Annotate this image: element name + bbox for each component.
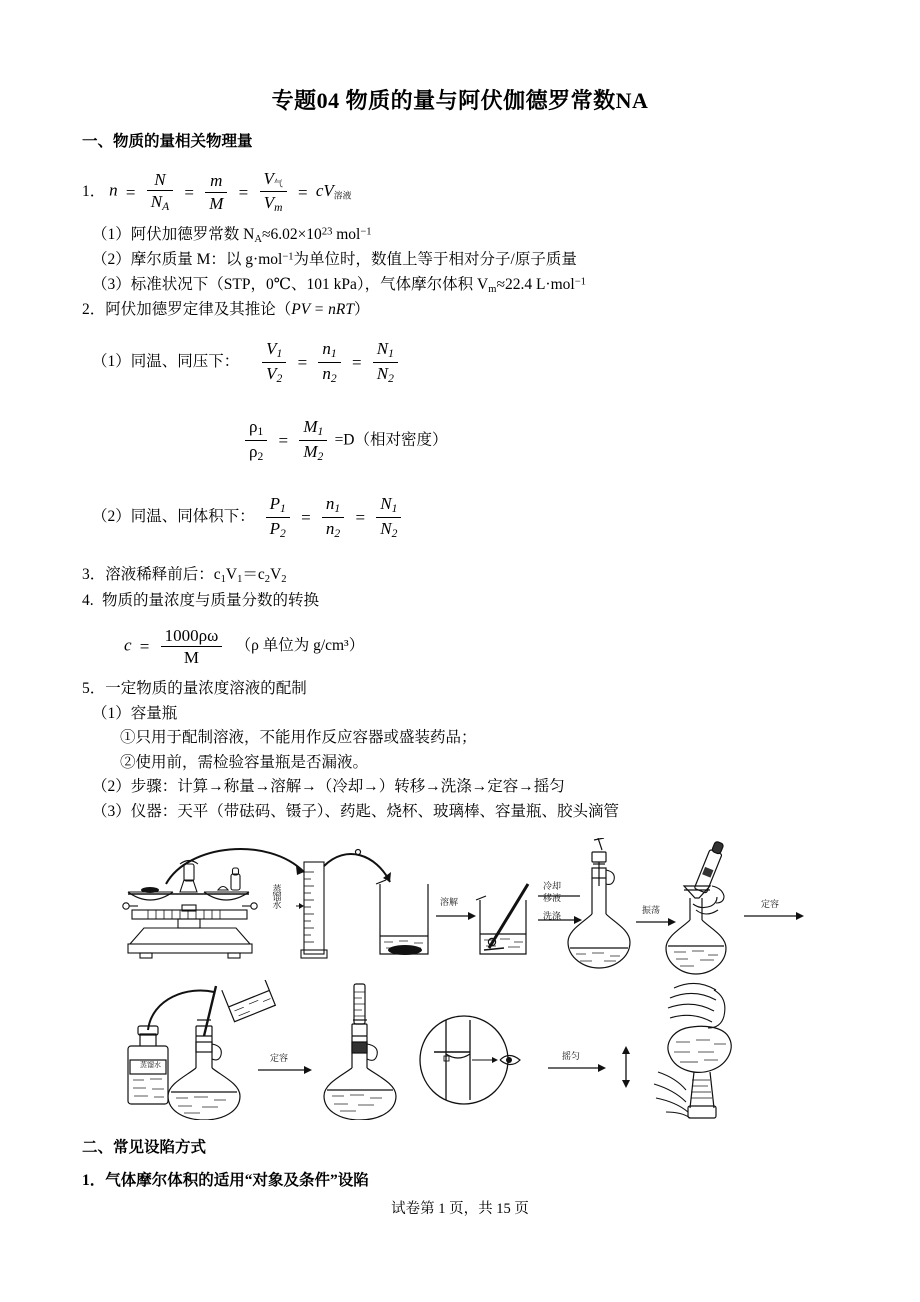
equals-sign: =: [297, 353, 308, 373]
figure-row-2: [118, 980, 838, 1120]
equals-sign: =: [301, 508, 311, 528]
item-3-prefix: 溶液稀释前后：c: [105, 566, 221, 584]
variable-c: c: [257, 566, 265, 584]
fraction-numerator: $N_1$: [376, 339, 394, 361]
item-2-sub-2-label: （2）同温、同体积下：: [92, 508, 255, 526]
fraction-numerator: $n_1$: [325, 493, 341, 516]
fraction-numerator: 1000ρω: [164, 625, 219, 645]
item-2-sub-1b: [82, 417, 838, 464]
item-2: [82, 298, 838, 323]
fraction-numerator: $V_1$: [266, 339, 283, 361]
variable-V: V: [225, 566, 238, 584]
sub-item-3-prefix: （3）标准状况下（STP，0℃、101 kPa），气体摩尔体积 V: [92, 275, 489, 293]
item-2-number: 2．: [82, 301, 106, 319]
item-5-number: 5．: [82, 679, 106, 697]
item-5-sub-1b: ②使用前，需检验容量瓶是否漏液。: [120, 753, 369, 771]
section-2-heading: 二、常见设陷方式: [82, 1139, 207, 1157]
unit-exponent: −1: [574, 276, 586, 288]
item-1-number: 1．: [82, 182, 106, 200]
figure-label-wash: 洗涤: [543, 911, 562, 922]
item-2-sub-1: [82, 339, 838, 386]
fraction-denominator: M: [161, 646, 223, 667]
fraction-numerator: $V_气$: [263, 169, 283, 189]
fraction-denominator: $V_m$: [260, 191, 287, 215]
formula-relative-density: [242, 417, 448, 464]
item-2-close-paren: ）: [354, 301, 370, 319]
section-2-item-1: 1．气体摩尔体积的适用“对象及条件”设陷: [82, 1172, 369, 1190]
sub-item-3-mid: ≈22.4 L·mol: [496, 275, 575, 293]
subscript-1: 1: [237, 574, 243, 586]
relative-density-note: =D（相对密度）: [334, 431, 448, 449]
formula-concentration-conversion: [124, 626, 364, 667]
subscript-2: 2: [264, 574, 271, 586]
equals-sign-4: =: [297, 182, 308, 202]
figure-row-1: [118, 838, 838, 978]
fraction-numerator: N: [154, 169, 166, 189]
item-4-text: 物质的量浓度与质量分数的转换: [102, 592, 320, 610]
figure-row-2-drawing: [118, 980, 818, 1120]
formula-lhs: c: [124, 635, 132, 655]
formula-item-1: [82, 169, 838, 215]
item-4-formula-row: [82, 626, 838, 667]
formula-equal-temp-volume: [263, 494, 405, 541]
unit-exponent: −1: [360, 226, 372, 238]
sub-item-2: [82, 248, 838, 272]
fraction-numerator: $M_1$: [303, 416, 324, 438]
equals-sign: =: [355, 508, 366, 528]
fraction-denominator: $n_2$: [322, 517, 344, 541]
fraction-P1-over-P2: [266, 494, 290, 541]
item-5-sub-3: （3）仪器：天平（带砝码、镊子）、药匙、烧杯、玻璃棒、容量瓶、胶头滴管: [92, 802, 620, 820]
sub-item-2-suffix: 为单位时，数值上等于相对分子/原子质量: [293, 251, 577, 269]
figure-label-distilled-water: 蒸馏水: [271, 884, 282, 909]
fraction-numerator: $n_1$: [322, 339, 337, 361]
equals-sign: =: [139, 636, 150, 656]
item-3: [82, 563, 838, 589]
equals-sign-2: =: [184, 182, 194, 202]
equals-sign: ＝: [242, 566, 258, 584]
subscript-m: m: [488, 283, 497, 295]
fraction-N1-over-N2: [373, 339, 398, 386]
fraction-1000rhoomega-over-M: [161, 626, 223, 667]
figure-row-1-drawing: [118, 838, 818, 978]
fraction-N1-over-N2: [376, 494, 401, 541]
item-2-sub-1-label: （1）同温、同压下：: [92, 353, 240, 371]
item-5-sub-1: （1）容量瓶: [92, 704, 178, 722]
fraction-N-over-NA: [147, 170, 173, 214]
figure-label-distilled-water-bottle: 蒸馏水: [140, 1062, 161, 1070]
item-5: [82, 677, 838, 702]
item-4: [82, 589, 838, 614]
exponent-23: 23: [321, 226, 333, 238]
subscript-A: A: [254, 233, 262, 245]
fraction-rho1-over-rho2: [245, 417, 267, 464]
figure-label-cool: 冷却: [543, 881, 562, 892]
equals-sign: =: [351, 353, 362, 373]
page-footer: 试卷第 1 页，共 15 页: [391, 1201, 529, 1217]
item-5-text: 一定物质的量浓度溶液的配制: [105, 679, 307, 697]
formula-rhs: $cV_{溶液}$: [315, 180, 352, 201]
item-2-text: 阿伏加德罗定律及其推论（: [105, 301, 292, 319]
subscript-2: 2: [281, 574, 287, 586]
fraction-denominator: $n_2$: [318, 362, 340, 386]
figure-label-shake: 振荡: [642, 905, 661, 916]
figure-label-mix-evenly: 摇匀: [562, 1051, 581, 1062]
fraction-denominator: $N_2$: [373, 362, 398, 386]
experiment-procedure-figure: [82, 838, 838, 1120]
item-2-sub-2: [82, 494, 838, 541]
fraction-V1-over-V2: [262, 339, 286, 386]
fraction-denominator: M: [205, 192, 227, 213]
fraction-denominator: $M_2$: [299, 440, 327, 464]
formula-n-definition: [109, 169, 351, 215]
fraction-denominator: $\rho_2$: [245, 440, 267, 464]
fraction-denominator: $P_2$: [266, 517, 290, 541]
fraction-m-over-M: [205, 171, 227, 212]
document-body: [82, 130, 838, 1203]
item-4-number: 4.: [82, 592, 94, 610]
equals-sign-3: =: [238, 182, 249, 202]
fraction-numerator: $N_1$: [380, 493, 398, 516]
density-unit-note: （ρ 单位为 g/cm³）: [235, 637, 365, 655]
section-1-heading: 一、物质的量相关物理量: [82, 133, 253, 150]
fraction-denominator: $N_A$: [147, 190, 173, 214]
sub-item-3: [82, 273, 838, 299]
fraction-denominator: $V_2$: [262, 362, 286, 386]
item-5-sub-1a: ①只用于配制溶液，不能用作反应容器或盛装药品；: [120, 729, 477, 747]
sub-item-1: [82, 223, 838, 249]
subscript-1: 1: [220, 574, 226, 586]
figure-label-dissolve: 溶解: [440, 897, 459, 908]
unit-exponent: −1: [282, 251, 294, 263]
fraction-numerator: $\rho_1$: [249, 416, 264, 438]
fraction-denominator: $N_2$: [376, 517, 401, 541]
item-3-number: 3．: [82, 566, 106, 584]
variable-V: V: [270, 566, 282, 584]
fraction-n1-over-n2: [318, 339, 340, 386]
formula-lhs: n: [109, 180, 118, 200]
formula-equal-temp-pressure: [259, 339, 401, 386]
fraction-numerator: m: [210, 171, 223, 191]
fraction-M1-over-M2: [299, 417, 327, 464]
item-5-sub-2: （2）步骤：计算→称量→溶解→（冷却→）转移→洗涤→定容→摇匀: [92, 778, 565, 796]
fraction-Vgas-over-Vm: [260, 169, 287, 215]
sub-item-1-prefix: （1）阿伏加德罗常数 N: [92, 225, 255, 243]
page-title: 专题04 物质的量与阿伏伽德罗常数NA: [271, 88, 649, 113]
fraction-n1-over-n2: [322, 494, 344, 541]
sub-item-1-approx: ≈6.02×10: [261, 225, 322, 243]
fraction-numerator: $P_1$: [269, 493, 286, 516]
sub-item-2-prefix: （2）摩尔质量 M：以 g·mol: [92, 251, 283, 269]
ideal-gas-law-formula: PV = nRT: [291, 301, 354, 319]
figure-label-dilute-to-mark-1: 定容: [761, 899, 780, 910]
unit-mol: mol: [332, 225, 361, 243]
figure-label-dilute-to-mark-2: 定容: [270, 1053, 289, 1064]
equals-sign-1: =: [125, 182, 136, 202]
equals-sign: =: [278, 430, 289, 450]
figure-label-transfer: 移液: [543, 893, 562, 904]
